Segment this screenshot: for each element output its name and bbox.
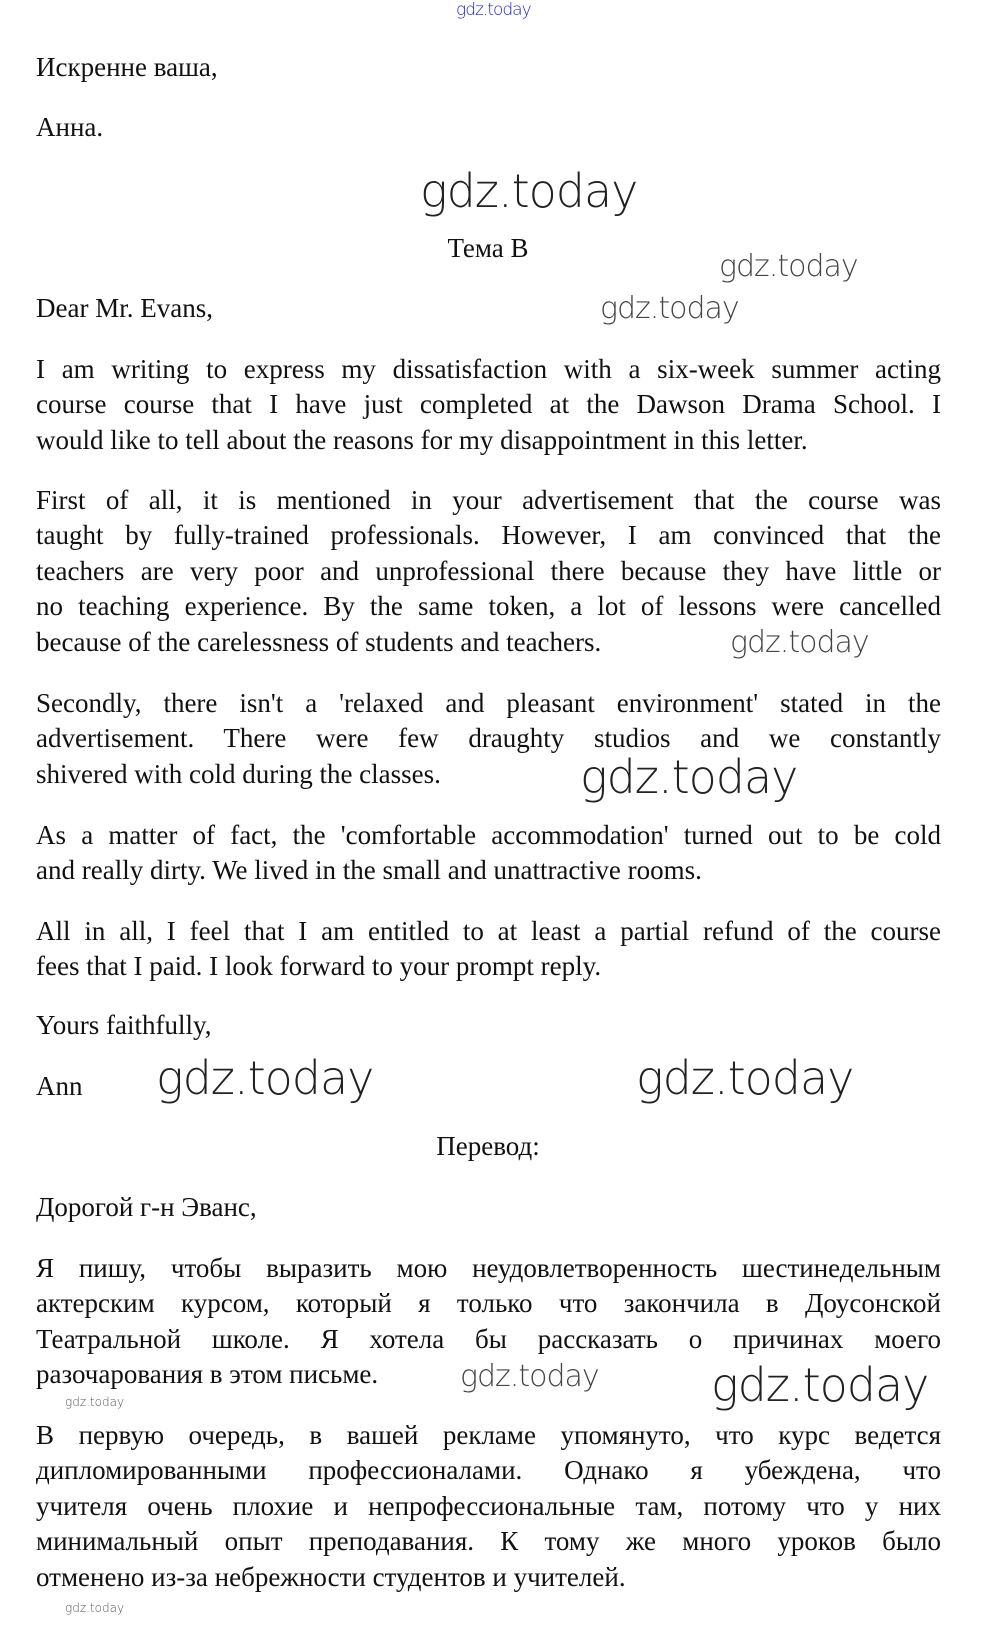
paragraph-line: taught by fully-trained professionals. However, I am convinced that the xyxy=(36,520,941,551)
paragraph-line: and really dirty. We lived in the small and unattractive rooms. xyxy=(36,855,702,886)
letter-paragraph xyxy=(36,818,941,889)
letter-signature: Ann xyxy=(36,1071,83,1101)
watermark: gdz.today xyxy=(711,1358,929,1412)
watermark: gdz.today xyxy=(65,1395,125,1409)
watermark: gdz.today xyxy=(65,1601,125,1615)
paragraph-line: минимальный опыт преподавания. К тому же много уроков было xyxy=(36,1526,941,1557)
letter-paragraph xyxy=(36,914,941,985)
paragraph-line: advertisement. There were few draughty studios and we constantly xyxy=(36,723,941,754)
paragraph-line: В первую очередь, в вашей рекламе упомянуто, что курс ведется xyxy=(36,1420,941,1450)
watermark: gdz.today xyxy=(460,1359,599,1394)
paragraph-line: Secondly, there isn't a 'relaxed and pleasant environment' stated in the xyxy=(36,688,941,718)
letter-paragraph xyxy=(36,352,941,458)
paragraph-line: I am writing to express my dissatisfaction with a six-week summer acting xyxy=(36,354,941,384)
paragraph-line: дипломированными профессионалами. Однако я убеждена, что xyxy=(36,1455,941,1486)
paragraph-line: would like to tell about the reasons for my disappointment in this letter. xyxy=(36,424,808,455)
topic-heading: Тема В xyxy=(447,233,529,263)
watermark: gdz.today xyxy=(156,1051,374,1105)
paragraph-line: shivered with cold during the classes. xyxy=(36,758,441,789)
watermark: gdz.today xyxy=(420,164,638,218)
closing-ru: Искренне ваша, xyxy=(36,52,218,82)
paragraph-line: course course that I have just completed at the Dawson Drama School. I xyxy=(36,389,941,420)
letter-closing: Yours faithfully, xyxy=(36,1010,212,1040)
watermark: gdz.today xyxy=(719,249,858,284)
translation-greeting: Дорогой г-н Эванс, xyxy=(36,1192,257,1222)
paragraph-line: fees that I paid. I look forward to your prompt reply. xyxy=(36,951,602,982)
watermark: gdz.today xyxy=(636,1051,854,1105)
watermark: gdz.today xyxy=(600,291,739,326)
letter-paragraph xyxy=(36,686,941,792)
paragraph-line: Я пишу, чтобы выразить мою неудовлетворенность шестинедельным xyxy=(36,1253,941,1283)
watermark: gdz.today xyxy=(730,625,869,660)
letter-greeting: Dear Mr. Evans, xyxy=(36,293,213,323)
translation-heading: Перевод: xyxy=(436,1131,540,1161)
signature-ru: Анна. xyxy=(36,112,104,142)
paragraph-line: Театральной школе. Я хотела бы рассказать о причинах моего xyxy=(36,1323,941,1354)
watermark: gdz.today xyxy=(456,0,531,20)
paragraph-line: разочарования в этом письме. xyxy=(36,1359,379,1390)
paragraph-line: All in all, I feel that I am entitled to at least a partial refund of the course xyxy=(36,916,941,946)
paragraph-line: because of the carelessness of students and teachers. xyxy=(36,626,602,657)
paragraph-line: As a matter of fact, the 'comfortable accommodation' turned out to be cold xyxy=(36,820,941,850)
translation-paragraph xyxy=(36,1418,941,1595)
paragraph-line: teachers are very poor and unprofessional there because they have little or xyxy=(36,555,941,586)
watermark: gdz.today xyxy=(580,750,798,804)
paragraph-line: First of all, it is mentioned in your advertisement that the course was xyxy=(36,485,941,515)
paragraph-line: учителя очень плохие и непрофессиональные там, потому что у них xyxy=(36,1490,941,1521)
paragraph-line: no teaching experience. By the same token, a lot of lessons were cancelled xyxy=(36,591,941,622)
paragraph-line: отменено из-за небрежности студентов и учителей. xyxy=(36,1561,626,1592)
paragraph-line: актерским курсом, который я только что закончила в Доусонской xyxy=(36,1288,941,1319)
